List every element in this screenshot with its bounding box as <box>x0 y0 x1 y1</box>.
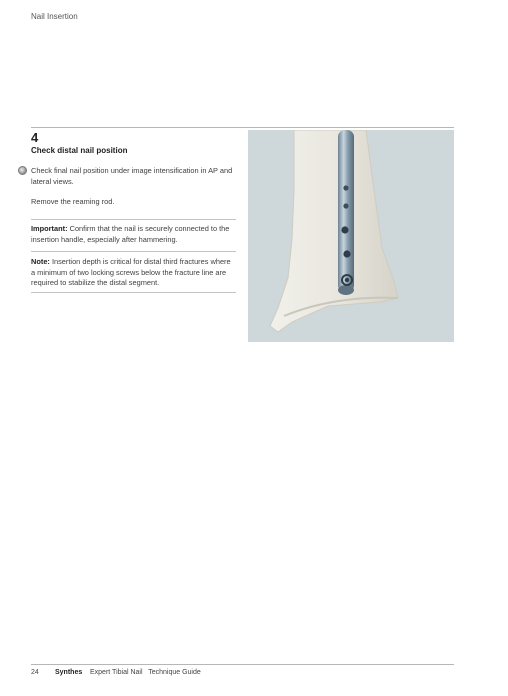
depth-note <box>31 257 236 289</box>
top-rule <box>31 127 454 128</box>
distal-tibia-nail-illustration <box>248 130 454 342</box>
step-title: Check distal nail position <box>31 146 128 155</box>
important-label: Important: <box>31 224 68 233</box>
document-title: Expert Tibial Nail Technique Guide <box>90 669 201 676</box>
important-text: Confirm that the nail is securely connected to the insertion handle, especially after hammering. <box>31 224 230 244</box>
instruction-text: Check final nail position under image intensification in AP and lateral views. <box>31 166 233 186</box>
sub-instruction-text: Remove the reaming rod. <box>31 197 115 206</box>
imaging-bullet-icon <box>18 166 27 175</box>
divider <box>31 219 236 220</box>
important-note <box>31 224 236 245</box>
divider <box>31 292 236 293</box>
running-header: Nail Insertion <box>31 12 78 21</box>
bottom-rule <box>31 664 454 665</box>
step-number: 4 <box>31 130 39 145</box>
note-text: Insertion depth is critical for distal third fractures where a minimum of two locking screws below the fracture line are required to stabilize the distal segment. <box>31 257 231 287</box>
page-number: 24 <box>31 669 39 676</box>
bone-and-nail-icon <box>248 130 454 342</box>
divider <box>31 251 236 252</box>
brand-name: Synthes <box>55 669 83 676</box>
note-label: Note: <box>31 257 50 266</box>
